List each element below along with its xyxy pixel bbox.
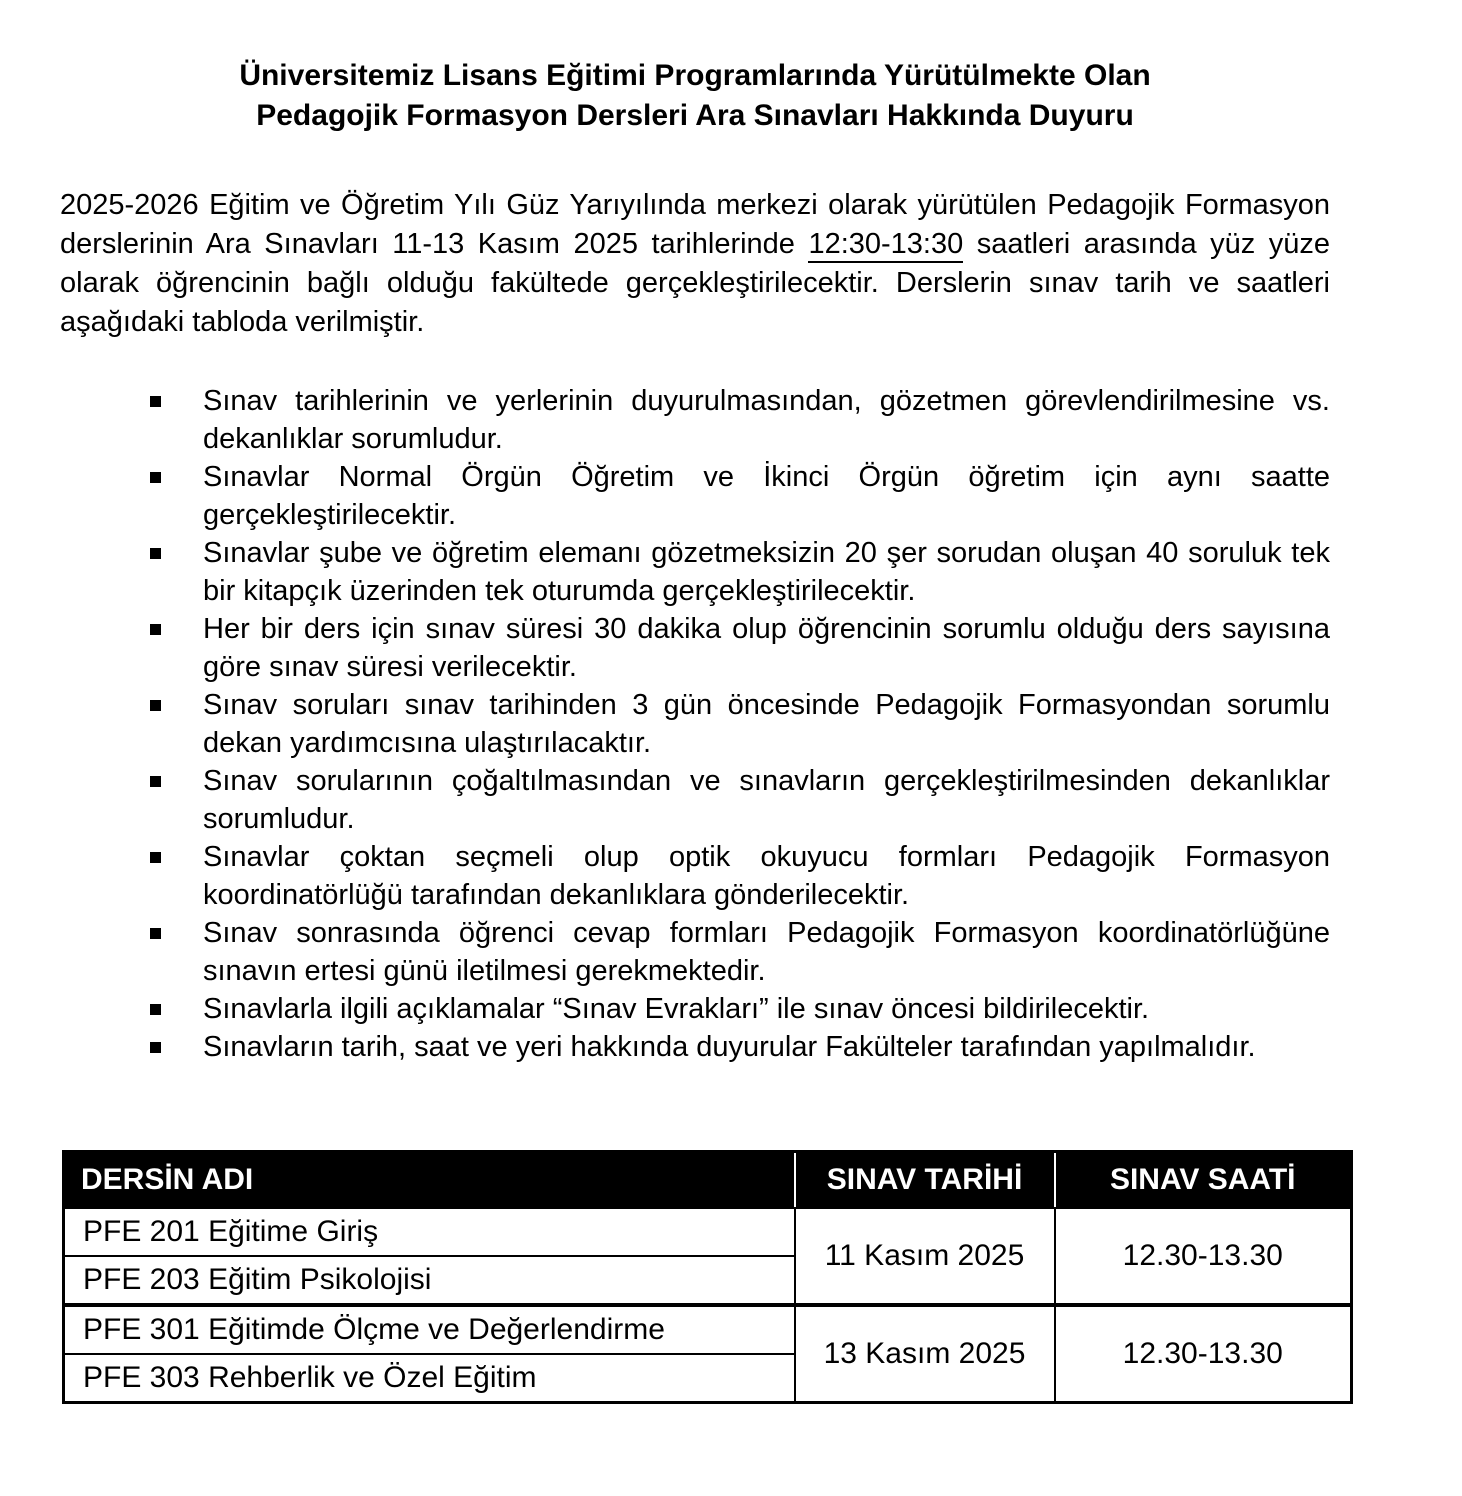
bullet-text: Sınav soruları sınav tarihinden 3 gün öncesinde Pedagojik Formasyondan sorumlu dekan yardımcısına ulaştırılacaktır. bbox=[203, 689, 1330, 759]
bullet-square-icon bbox=[150, 396, 161, 407]
bullet-item bbox=[150, 838, 1330, 914]
intro-text-before: 2025-2026 Eğitim ve Öğretim Yılı Güz Yarıyılında merkezi olarak yürütülen Pedagojik Formasyon derslerinin Ara Sınavları 11-13 Kasım 2025 tarihlerinde bbox=[60, 189, 1330, 260]
bullet-item bbox=[150, 686, 1330, 762]
bullet-square-icon bbox=[150, 1004, 161, 1015]
date-cell: 13 Kasım 2025 bbox=[795, 1305, 1055, 1403]
header-exam-date: SINAV TARİHİ bbox=[795, 1152, 1055, 1209]
time-cell: 12.30-13.30 bbox=[1055, 1208, 1352, 1305]
bullet-square-icon bbox=[150, 700, 161, 711]
intro-text-after: saatleri arasında yüz yüze olarak öğrencinin bağlı olduğu fakültede gerçekleştirilecektir. Derslerin sınav tarih ve saatleri aşağıdaki tabloda verilmiştir. bbox=[60, 228, 1330, 338]
title-line-1: Üniversitemiz Lisans Eğitimi Programlarında Yürütülmekte Olan bbox=[239, 59, 1151, 92]
bullet-square-icon bbox=[150, 776, 161, 787]
exam-time-range-underlined: 12:30-13:30 bbox=[808, 228, 963, 263]
intro-paragraph bbox=[60, 186, 1330, 342]
course-cell: PFE 303 Rehberlik ve Özel Eğitim bbox=[64, 1354, 795, 1403]
course-cell: PFE 301 Eğitimde Ölçme ve Değerlendirme bbox=[64, 1305, 795, 1354]
bullet-item bbox=[150, 762, 1330, 838]
bullet-text: Sınavlar Normal Örgün Öğretim ve İkinci Örgün öğretim için aynı saatte gerçekleştirilecektir. bbox=[203, 461, 1330, 531]
bullet-text: Sınav sonrasında öğrenci cevap formları Pedagojik Formasyon koordinatörlüğüne sınavın ertesi günü iletilmesi gerekmektedir. bbox=[203, 917, 1330, 987]
bullet-item bbox=[150, 534, 1330, 610]
bullet-text: Sınavlarla ilgili açıklamalar “Sınav Evrakları” ile sınav öncesi bildirilecektir. bbox=[203, 993, 1150, 1025]
page-title bbox=[60, 56, 1330, 136]
title-line-2: Pedagojik Formasyon Dersleri Ara Sınavları Hakkında Duyuru bbox=[256, 99, 1134, 132]
bullet-square-icon bbox=[150, 624, 161, 635]
bullet-item bbox=[150, 382, 1330, 458]
bullet-item bbox=[150, 990, 1330, 1028]
bullet-text: Her bir ders için sınav süresi 30 dakika olup öğrencinin sorumlu olduğu ders sayısına göre sınav süresi verilecektir. bbox=[203, 613, 1330, 683]
header-course-name: DERSİN ADI bbox=[64, 1152, 795, 1209]
table-header-row bbox=[64, 1152, 1352, 1209]
course-cell: PFE 201 Eğitime Giriş bbox=[64, 1208, 795, 1256]
table-row bbox=[64, 1305, 1352, 1354]
table-row bbox=[64, 1208, 1352, 1256]
bullet-item bbox=[150, 610, 1330, 686]
bullet-item bbox=[150, 914, 1330, 990]
bullet-text: Sınav tarihlerinin ve yerlerinin duyurulmasından, gözetmen görevlendirilmesine vs. dekanlıklar sorumludur. bbox=[203, 385, 1330, 455]
bullet-square-icon bbox=[150, 1042, 161, 1053]
bullet-text: Sınavlar şube ve öğretim elemanı gözetmeksizin 20 şer sorudan oluşan 40 soruluk tek bir kitapçık üzerinden tek oturumda gerçekleştirilecektir. bbox=[203, 537, 1330, 607]
bullet-item bbox=[150, 1028, 1330, 1066]
bullet-square-icon bbox=[150, 548, 161, 559]
header-exam-time: SINAV SAATİ bbox=[1055, 1152, 1352, 1209]
bullet-square-icon bbox=[150, 472, 161, 483]
course-cell: PFE 203 Eğitim Psikolojisi bbox=[64, 1256, 795, 1305]
bullet-text: Sınavlar çoktan seçmeli olup optik okuyucu formları Pedagojik Formasyon koordinatörlüğü tarafından dekanlıklara gönderilecektir. bbox=[203, 841, 1330, 911]
bullet-square-icon bbox=[150, 852, 161, 863]
time-cell: 12.30-13.30 bbox=[1055, 1305, 1352, 1403]
bullet-item bbox=[150, 458, 1330, 534]
date-cell: 11 Kasım 2025 bbox=[795, 1208, 1055, 1305]
bullet-text: Sınav sorularının çoğaltılmasından ve sınavların gerçekleştirilmesinden dekanlıklar sorumludur. bbox=[203, 765, 1330, 835]
exam-schedule-table bbox=[62, 1150, 1353, 1404]
bullet-text: Sınavların tarih, saat ve yeri hakkında duyurular Fakülteler tarafından yapılmalıdır. bbox=[203, 1031, 1256, 1063]
bullet-list bbox=[60, 382, 1330, 1066]
bullet-square-icon bbox=[150, 928, 161, 939]
